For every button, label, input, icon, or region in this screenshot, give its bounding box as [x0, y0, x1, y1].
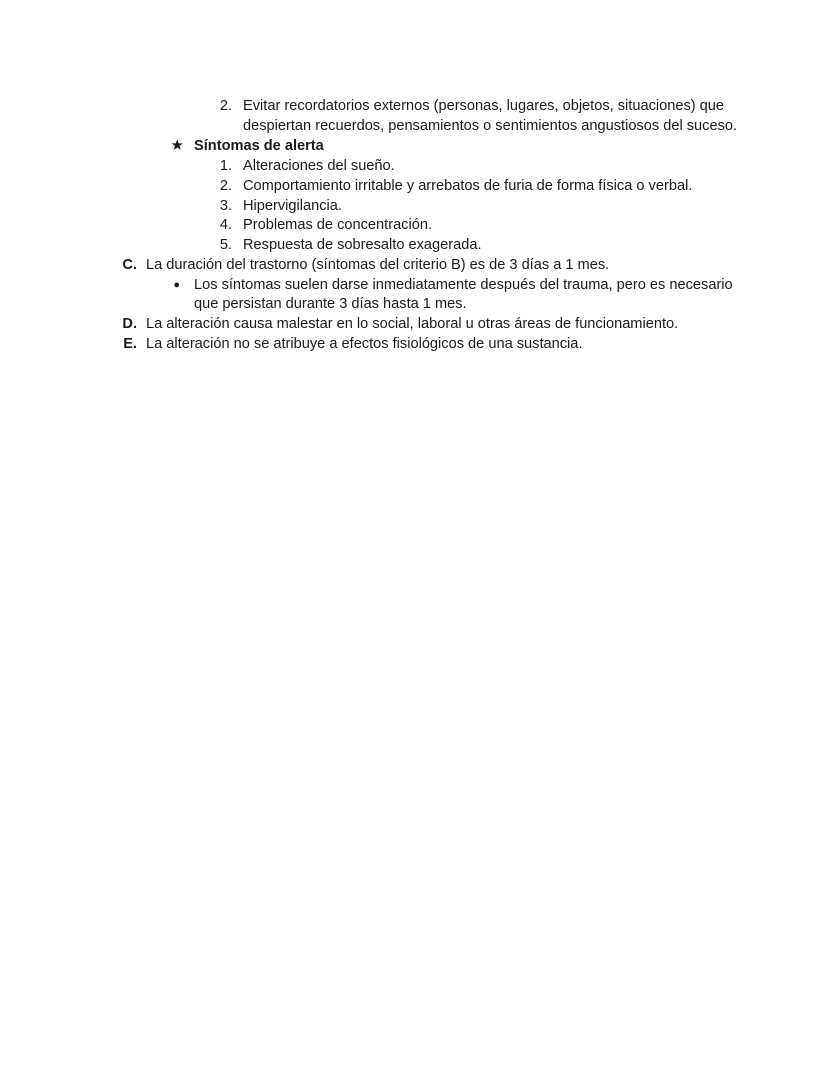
list-item-text: Problemas de concentración.	[243, 217, 433, 233]
bullet-icon: ●	[173, 279, 180, 291]
star-bullet-icon: ★	[170, 137, 184, 154]
criterion-text: La alteración causa malestar en lo social, laboral u otras áreas de funcionamiento.	[146, 316, 679, 332]
list-item-text: Hipervigilancia.	[243, 198, 342, 214]
bullet-text: Los síntomas suelen darse inmediatamente después del trauma, pero es necesario	[194, 277, 733, 293]
list-number: 2.	[219, 98, 232, 114]
list-number: 1.	[219, 158, 232, 174]
list-item-text: Alteraciones del sueño.	[243, 158, 395, 174]
list-number: 2.	[219, 178, 232, 194]
list-item-text: Respuesta de sobresalto exagerada.	[243, 237, 482, 253]
list-item-text-continuation: despiertan recuerdos, pensamientos o sentimientos angustiosos del suceso.	[243, 118, 738, 134]
criterion-letter: D.	[122, 316, 137, 332]
list-number: 3.	[219, 198, 232, 214]
criterion-letter: E.	[123, 336, 137, 352]
criterion-text: La duración del trastorno (síntomas del criterio B) es de 3 días a 1 mes.	[146, 257, 610, 273]
criterion-letter: C.	[122, 257, 137, 273]
list-item-text: Comportamiento irritable y arrebatos de furia de forma física o verbal.	[243, 178, 693, 194]
criterion-text: La alteración no se atribuye a efectos fisiológicos de una sustancia.	[146, 336, 583, 352]
bullet-text-continuation: que persistan durante 3 días hasta 1 mes.	[194, 296, 467, 312]
list-item-text: Evitar recordatorios externos (personas, lugares, objetos, situaciones) que	[243, 98, 725, 114]
list-number: 4.	[219, 217, 232, 233]
section-heading: Síntomas de alerta	[194, 138, 324, 154]
list-number: 5.	[219, 237, 232, 253]
